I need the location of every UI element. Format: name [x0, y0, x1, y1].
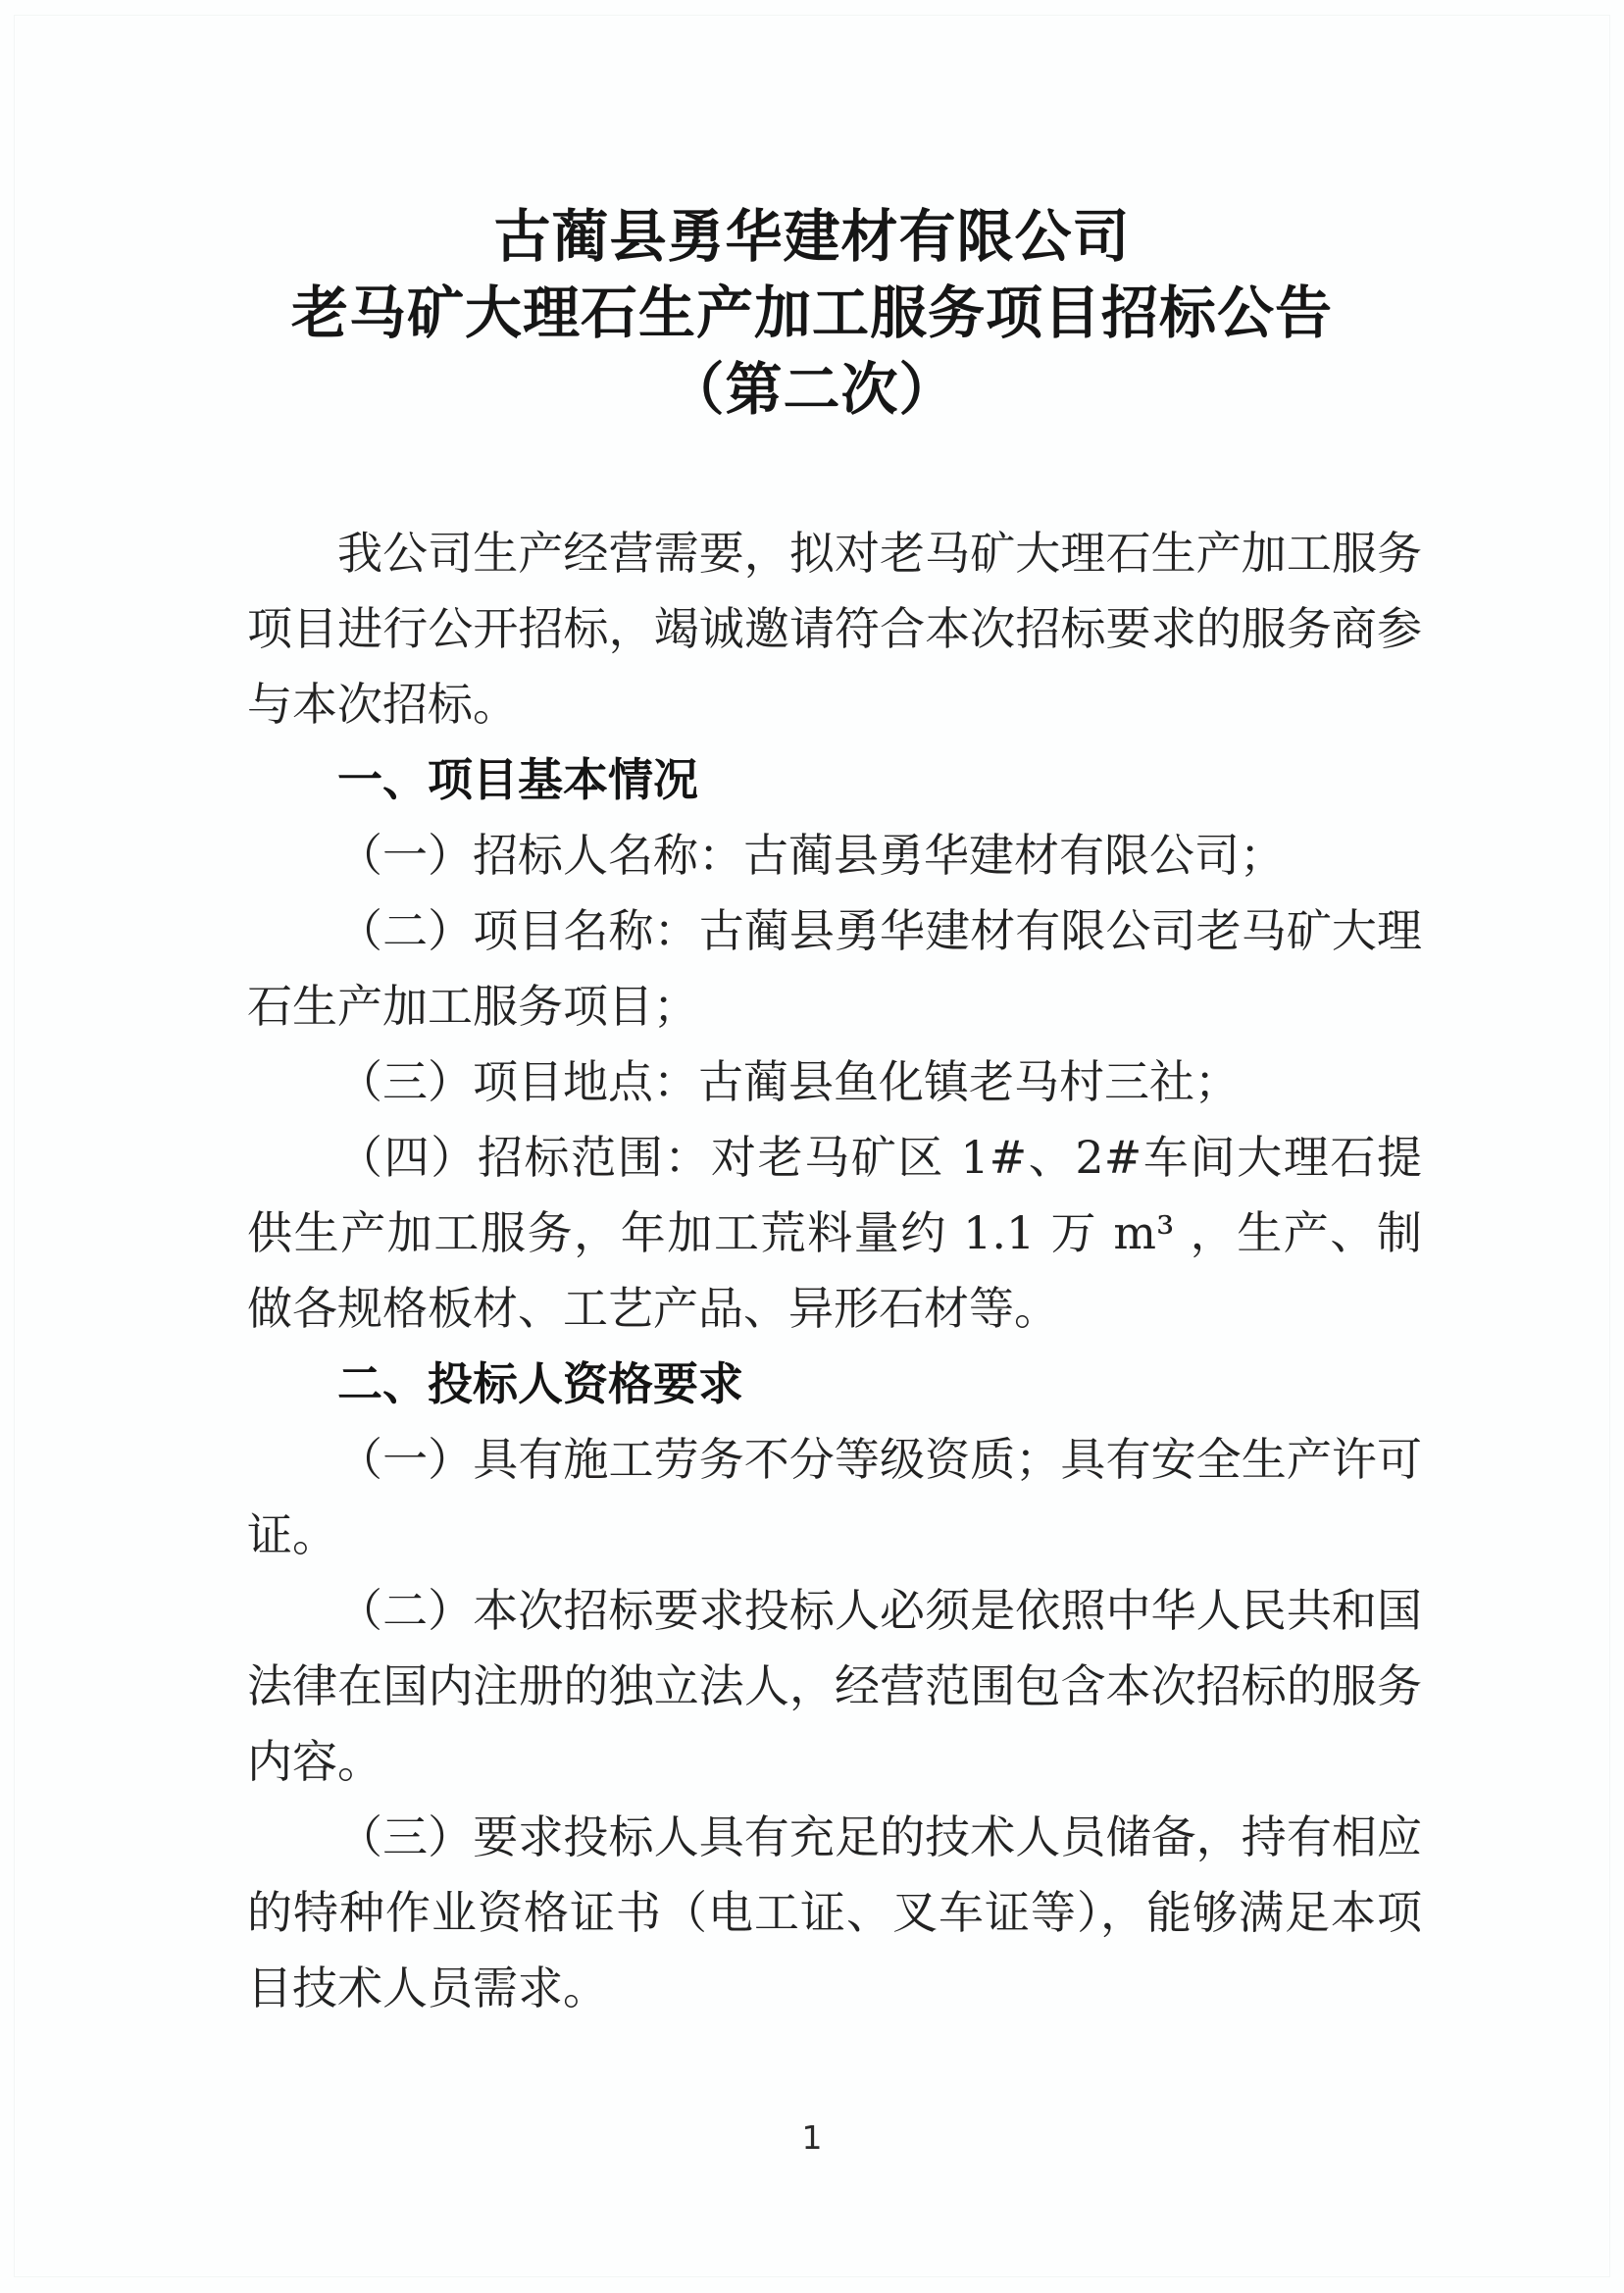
clause-qualification-1: （一）具有施工劳务不分等级资质；具有安全生产许可证。: [247, 1433, 1422, 1561]
page-number: 1: [801, 2118, 823, 2157]
document-title: [0, 0, 1624, 428]
intro-paragraph: 我公司生产经营需要，拟对老马矿大理石生产加工服务项目进行公开招标，竭诚邀请符合本次招标要求的服务商参与本次招标。: [247, 527, 1422, 731]
clause-qualification-3: （三）要求投标人具有充足的技术人员储备，持有相应的特种作业资格证书（电工证、叉车证等），能够满足本项目技术人员需求。: [247, 1810, 1422, 2014]
heading-project-basic-info: 一、项目基本情况: [337, 753, 698, 806]
heading-bidder-qualification: 二、投标人资格要求: [337, 1357, 743, 1410]
clause-project-location: （三）项目地点：古蔺县鱼化镇老马村三社；: [337, 1055, 1240, 1108]
document-body: [247, 516, 1422, 2026]
clause-project-name: （二）项目名称：古蔺县勇华建材有限公司老马矿大理石生产加工服务项目；: [247, 904, 1422, 1033]
clause-tender-scope: （四）招标范围：对老马矿区 1#、2#车间大理石提供生产加工服务，年加工荒料量约 1.1 万 m³ ，生产、制做各规格板材、工艺产品、异形石材等。: [247, 1131, 1422, 1335]
clause-tenderer-name: （一）招标人名称：古蔺县勇华建材有限公司；: [337, 829, 1285, 882]
title-line-project: 老马矿大理石生产加工服务项目招标公告: [290, 280, 1333, 346]
title-line-round: （第二次）: [667, 356, 957, 423]
clause-qualification-2: （二）本次招标要求投标人必须是依照中华人民共和国法律在国内注册的独立法人，经营范围包含本次招标的服务内容。: [247, 1584, 1422, 1788]
title-line-company: 古蔺县勇华建材有限公司: [493, 203, 1131, 270]
